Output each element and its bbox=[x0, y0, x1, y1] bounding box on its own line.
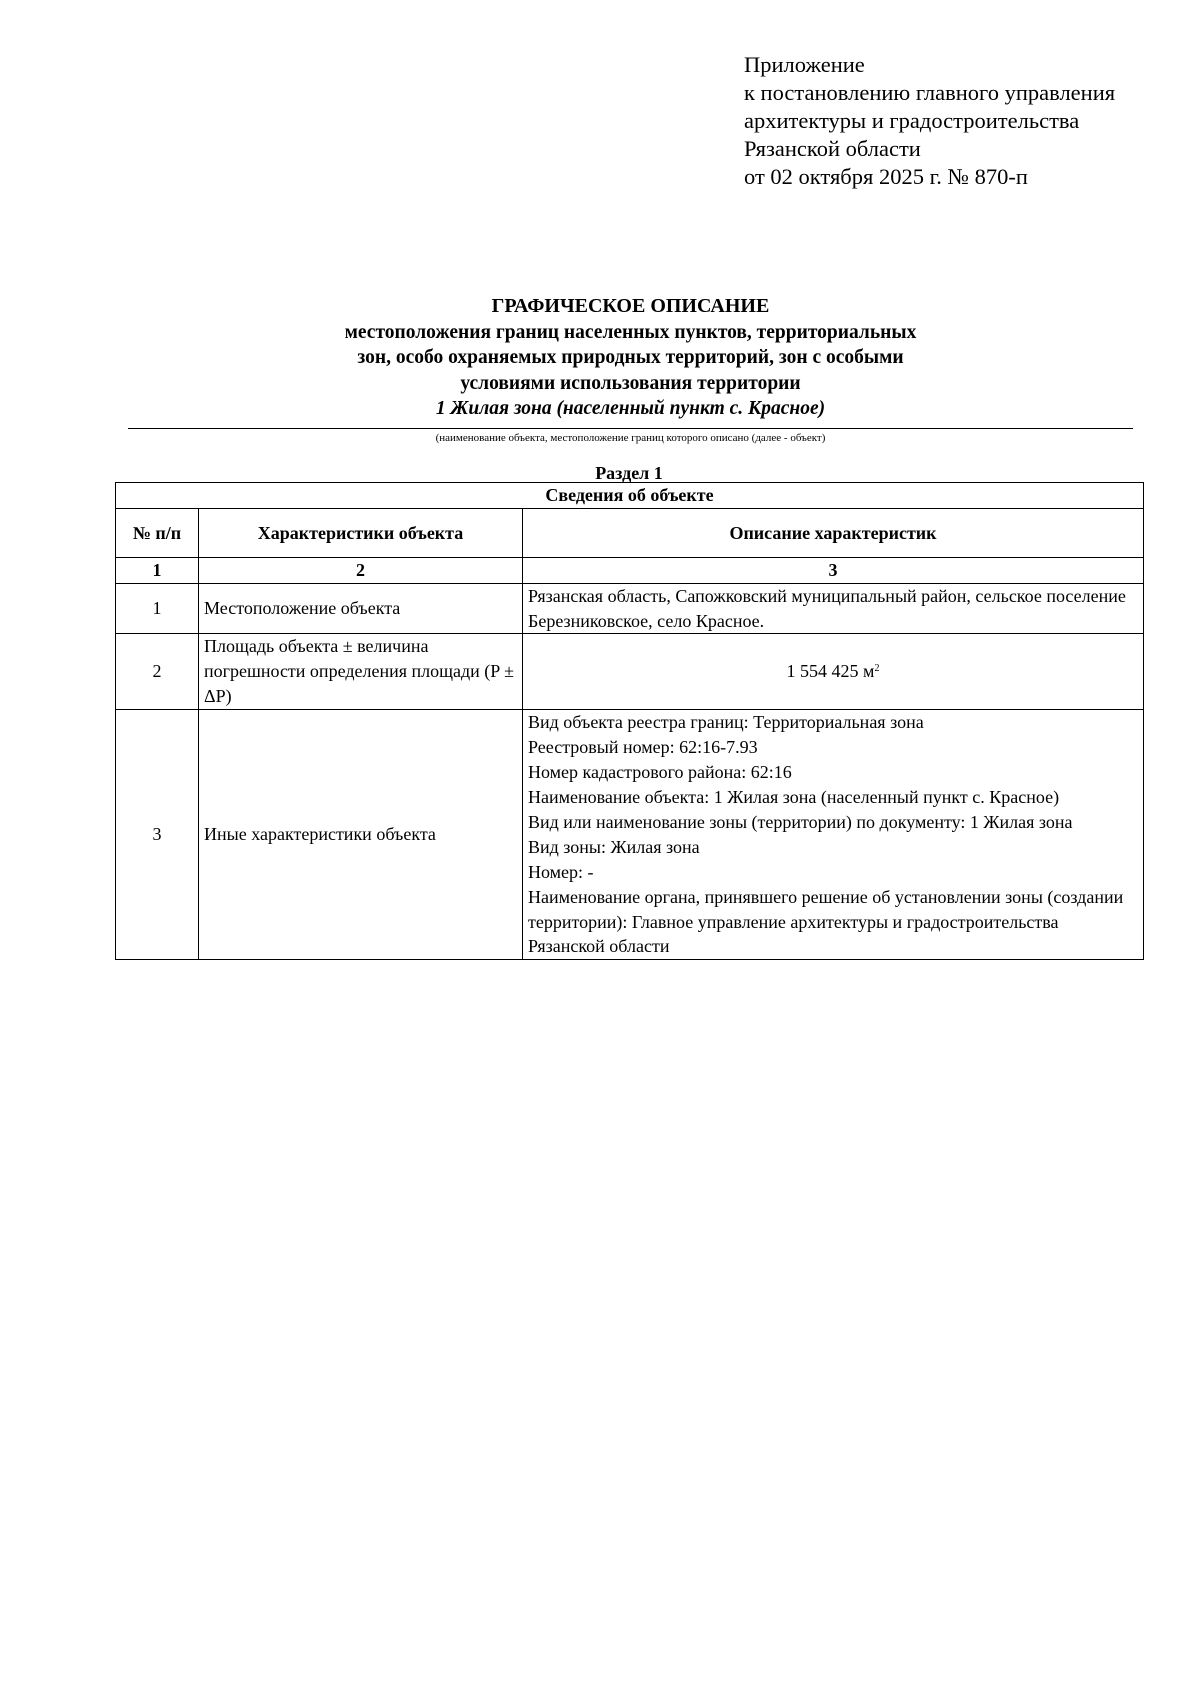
section-title: Раздел 1 bbox=[595, 463, 663, 483]
appendix-line: к постановлению главного управления bbox=[744, 80, 1116, 105]
description-line: Наименование объекта: 1 Жилая зона (населенный пункт с. Красное) bbox=[528, 786, 1060, 807]
title-main: ГРАФИЧЕСКОЕ ОПИСАНИЕ bbox=[491, 295, 770, 317]
title-line: условиями использования территории bbox=[460, 372, 801, 394]
header-description: Описание характеристик bbox=[523, 509, 1144, 558]
area-value: 1 554 425 м bbox=[786, 661, 875, 682]
row-number: 3 bbox=[116, 709, 199, 959]
table-row bbox=[116, 634, 1144, 709]
appendix-header bbox=[744, 51, 1115, 191]
appendix-line: архитектуры и градостроительства bbox=[744, 108, 1080, 133]
row-number: 1 bbox=[116, 583, 199, 634]
object-name: 1 Жилая зона (населенный пункт с. Красное) bbox=[435, 398, 826, 419]
appendix-line: Рязанской области bbox=[744, 136, 921, 161]
column-number-row bbox=[116, 558, 1144, 584]
title-line: зон, особо охраняемых природных территорий, зон с особыми bbox=[357, 347, 904, 368]
table-header-row bbox=[116, 509, 1144, 558]
row-characteristic: Местоположение объекта bbox=[199, 583, 523, 634]
title-line: местоположения границ населенных пунктов, территориальных bbox=[344, 321, 917, 343]
description-line: Номер: - bbox=[528, 861, 594, 882]
description-line: Номер кадастрового района: 62:16 bbox=[528, 761, 792, 782]
description-line: Вид или наименование зоны (территории) по документу: 1 Жилая зона bbox=[528, 811, 1073, 832]
row-characteristic: Площадь объекта ± величина погрешности определения площади (P ± ΔP) bbox=[199, 634, 523, 709]
header-characteristic: Характеристики объекта bbox=[199, 509, 523, 558]
rule-caption: (наименование объекта, местоположение границ которого описано (далее - объект) bbox=[435, 432, 826, 444]
column-number: 1 bbox=[116, 558, 199, 584]
document-title bbox=[128, 294, 1133, 422]
description-line: Реестровый номер: 62:16-7.93 bbox=[528, 736, 758, 757]
row-description bbox=[523, 709, 1144, 959]
table-caption: Сведения об объекте bbox=[116, 483, 1144, 509]
description-line: Вид зоны: Жилая зона bbox=[528, 836, 700, 857]
header-num: № п/п bbox=[116, 509, 199, 558]
description-line: Вид объекта реестра границ: Территориальная зона bbox=[528, 711, 924, 732]
row-description bbox=[523, 634, 1144, 709]
area-unit-exponent: 2 bbox=[874, 663, 880, 675]
table-row bbox=[116, 709, 1144, 959]
appendix-line: Приложение bbox=[744, 52, 865, 77]
appendix-line: от 02 октября 2025 г. № 870-п bbox=[744, 164, 1028, 189]
description-line: Наименование органа, принявшего решение об установлении зоны (создании территории): Главное управление архитектуры и градостроительства Рязанской области bbox=[528, 886, 1124, 957]
row-characteristic: Иные характеристики объекта bbox=[199, 709, 523, 959]
column-number: 2 bbox=[199, 558, 523, 584]
row-number: 2 bbox=[116, 634, 199, 709]
row-description: Рязанская область, Сапожковский муниципальный район, сельское поселение Березниковское, село Красное. bbox=[523, 583, 1144, 634]
table-row bbox=[116, 583, 1144, 634]
title-rule bbox=[128, 428, 1133, 429]
object-info-table bbox=[115, 482, 1144, 960]
column-number: 3 bbox=[523, 558, 1144, 584]
